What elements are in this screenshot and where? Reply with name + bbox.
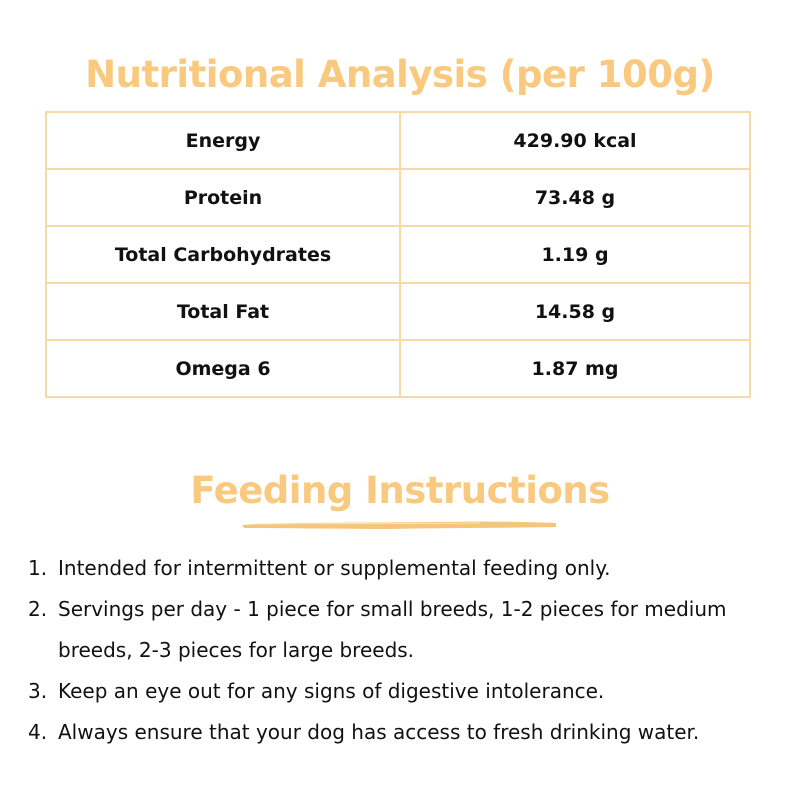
nutrient-label: Protein: [46, 169, 400, 226]
list-number: 4.: [28, 720, 48, 744]
table-row: [46, 169, 750, 226]
nutrient-value: 14.58 g: [400, 283, 750, 340]
list-item: [24, 589, 794, 671]
nutrient-label: Omega 6: [46, 340, 400, 397]
table-row: [46, 226, 750, 283]
nutrient-label: Energy: [46, 112, 400, 169]
table-row: [46, 283, 750, 340]
table-row: [46, 112, 750, 169]
nutrition-table: [45, 111, 751, 398]
nutrient-value: 1.19 g: [400, 226, 750, 283]
feeding-instructions-list: [24, 548, 794, 753]
list-number: 1.: [28, 556, 48, 580]
table-row: [46, 340, 750, 397]
list-item: [24, 712, 794, 753]
list-item: [24, 671, 794, 712]
list-text: Servings per day - 1 piece for small breeds, 1-2 pieces for medium breeds, 2-3 pieces for large breeds.: [58, 597, 727, 662]
nutrient-value: 1.87 mg: [400, 340, 750, 397]
brush-underline: [240, 519, 558, 531]
list-item: [24, 548, 794, 589]
nutrient-value: 429.90 kcal: [400, 112, 750, 169]
list-number: 3.: [28, 679, 48, 703]
list-text: Intended for intermittent or supplemental feeding only.: [58, 556, 611, 580]
list-number: 2.: [28, 597, 48, 621]
feeding-title: Feeding Instructions: [190, 469, 610, 512]
list-text: Always ensure that your dog has access to fresh drinking water.: [58, 720, 700, 744]
nutrient-label: Total Fat: [46, 283, 400, 340]
nutrient-label: Total Carbohydrates: [46, 226, 400, 283]
nutrient-value: 73.48 g: [400, 169, 750, 226]
list-text: Keep an eye out for any signs of digestive intolerance.: [58, 679, 605, 703]
nutrition-title: Nutritional Analysis (per 100g): [85, 53, 715, 96]
